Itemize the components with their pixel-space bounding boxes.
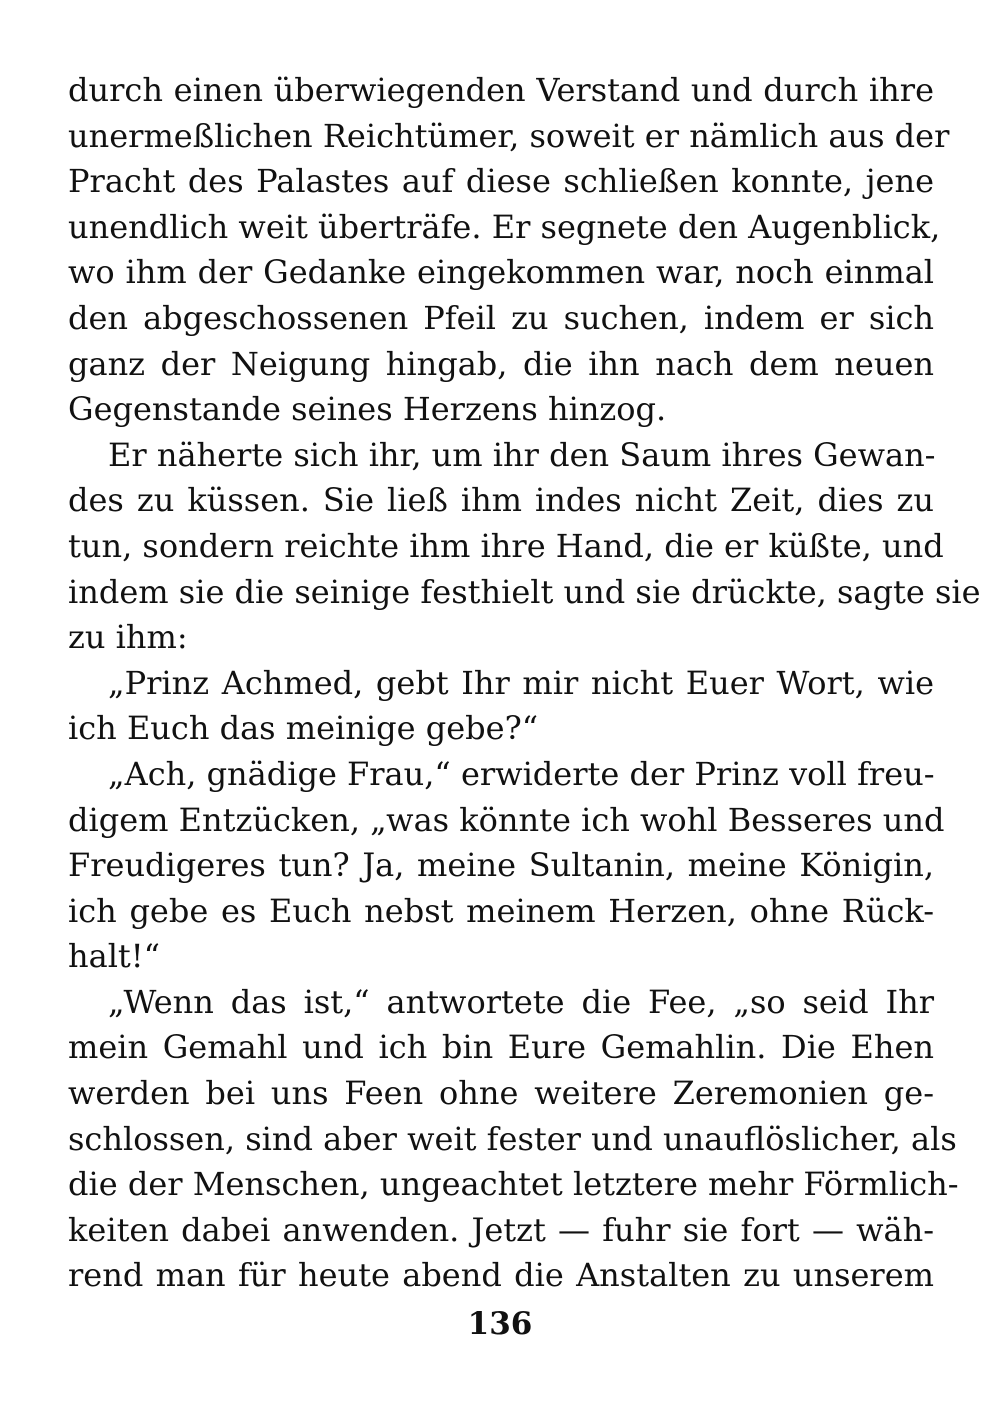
text-line: zu ihm: (68, 618, 188, 657)
text-line: den abgeschossenen Pfeil zu suchen, indem er sich (68, 298, 934, 337)
text-line: des zu küssen. Sie ließ ihm indes nicht Zeit, dies zu (68, 481, 934, 520)
text-line: durch einen überwiegenden Verstand und durch ihre (68, 71, 934, 109)
body-text (68, 68, 981, 1299)
text-line: unendlich weit überträfe. Er segnete den Augenblick, (68, 207, 941, 246)
text-line: wo ihm der Gedanke eingekommen war, noch einmal (68, 253, 934, 292)
text-line: keiten dabei anwenden. Jetzt — fuhr sie fort — wäh- (68, 1210, 934, 1249)
text-line: Pracht des Palastes auf diese schließen konnte, jene (68, 162, 934, 201)
page-number: 136 (467, 1306, 533, 1342)
text-line: Gegenstande seines Herzens hinzog. (68, 390, 667, 429)
text-line: werden bei uns Feen ohne weitere Zeremonien ge- (68, 1074, 934, 1113)
text-line: „Prinz Achmed, gebt Ihr mir nicht Euer Wort, wie (108, 663, 934, 702)
text-line: ganz der Neigung hingab, die ihn nach dem neuen (68, 344, 934, 383)
text-line: schlossen, sind aber weit fester und unauflöslicher, als (68, 1119, 957, 1158)
text-line: digem Entzücken, „was könnte ich wohl Besseres und (68, 800, 945, 839)
text-line: „Ach, gnädige Frau,“ erwiderte der Prinz voll freu- (108, 754, 935, 793)
text-line: „Wenn das ist,“ antwortete die Fee, „so seid Ihr (108, 982, 934, 1021)
text-line: mein Gemahl und ich bin Eure Gemahlin. Die Ehen (68, 1028, 934, 1067)
text-line: unermeßlichen Reichtümer, soweit er nämlich aus der (68, 116, 950, 155)
text-line: rend man für heute abend die Anstalten zu unserem (68, 1256, 934, 1295)
text-line: indem sie die seinige festhielt und sie drückte, sagte sie (68, 572, 981, 611)
text-line: ich gebe es Euch nebst meinem Herzen, ohne Rück- (68, 891, 934, 930)
text-line: Freudigeres tun? Ja, meine Sultanin, meine Königin, (68, 846, 934, 885)
text-line: ich Euch das meinige gebe?“ (68, 709, 539, 748)
text-line: halt!“ (68, 937, 160, 976)
text-line: Er näherte sich ihr, um ihr den Saum ihres Gewan- (108, 435, 936, 474)
text-line: tun, sondern reichte ihm ihre Hand, die er küßte, und (68, 526, 944, 565)
text-line: die der Menschen, ungeachtet letztere mehr Förmlich- (68, 1165, 959, 1204)
